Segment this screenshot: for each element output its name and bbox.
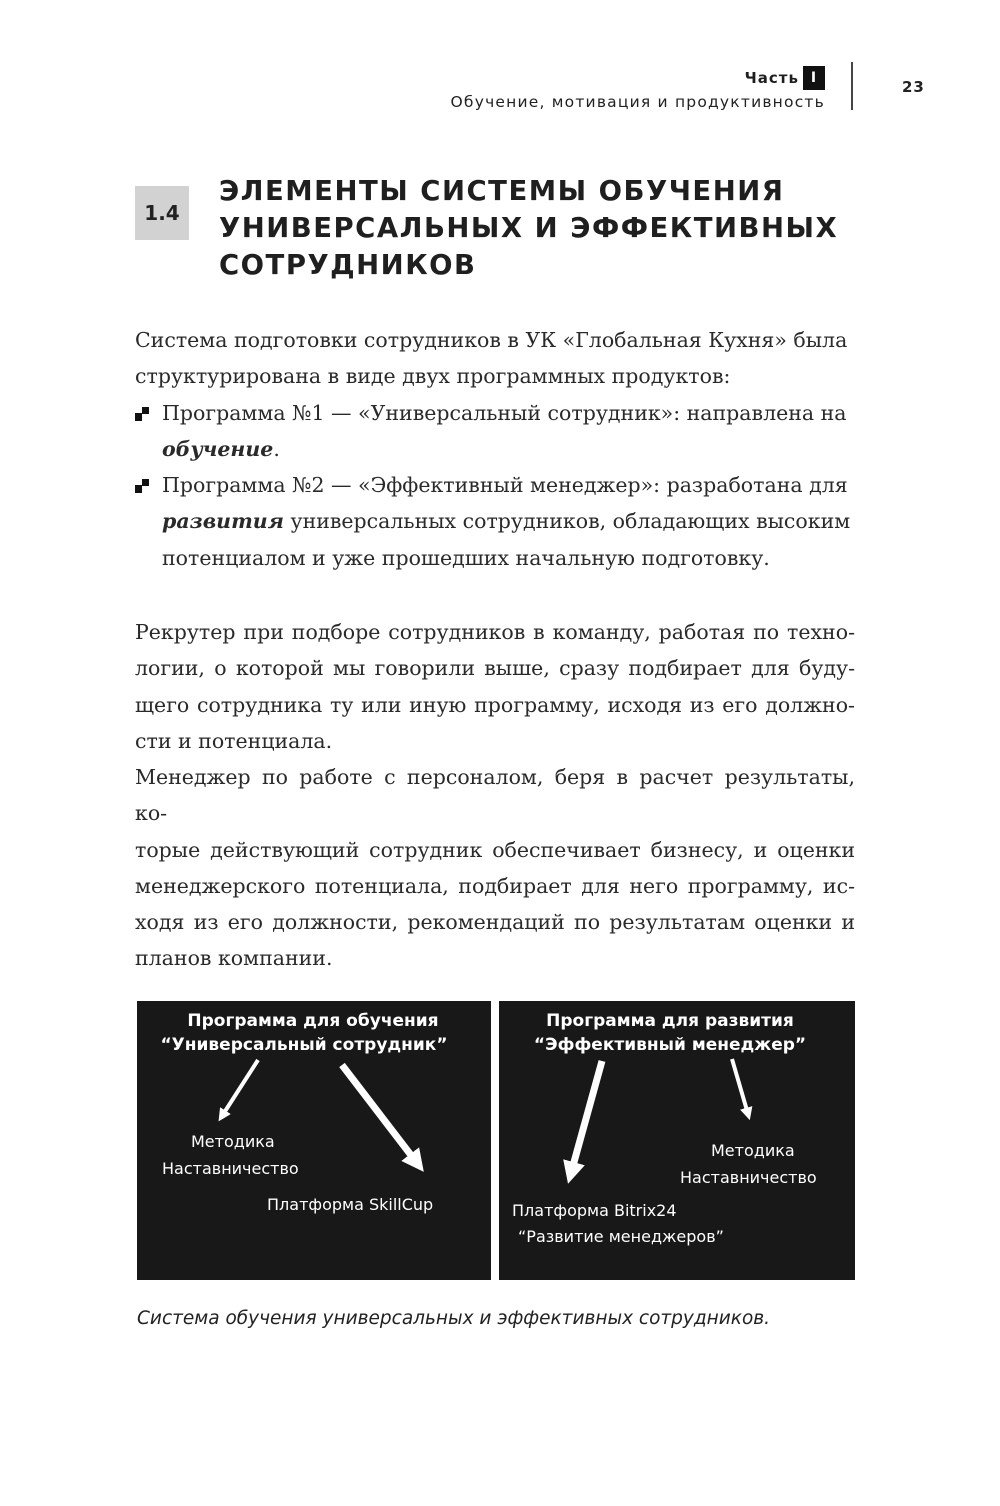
page-number: 23 [902,78,925,96]
bullet-item-1 [135,395,855,431]
square-bullet-icon [135,479,149,493]
paragraph-line: щего сотрудника ту или иную программу, исходя из его должно- [135,692,855,717]
bullet-text: Программа №1 — «Универсальный сотрудник»: направлена на [162,400,847,425]
bullet-continuation [135,503,855,539]
panel-item: Методика [711,1141,795,1160]
panel-title-line: “Эффективный менеджер” [533,1035,807,1055]
figure-panel-training [137,1001,491,1280]
paragraph-line: логии, о которой мы говорили выше, сразу подбирает для буду- [135,656,855,681]
bullet-item-2 [135,467,855,503]
arrow-icon [222,1060,258,1116]
panel-item: Наставничество [162,1159,299,1178]
section-title-line: УНИВЕРСАЛЬНЫХ И ЭФФЕКТИВНЫХ [219,212,839,244]
part-label [451,66,825,90]
bullet-text: . [273,436,280,461]
emphasis-text: обучение [162,436,274,461]
figure-panel-development [499,1001,855,1280]
figure-caption: Система обучения универсальных и эффективных сотрудников. [137,1308,771,1329]
part-number-badge: I [803,66,825,90]
arrow-icon [571,1061,602,1173]
paragraph-hr-manager [135,759,855,977]
paragraph-recruiter [135,614,855,759]
running-header [451,66,825,111]
paragraph-line: сти и потенциала. [135,728,333,753]
section-number-badge: 1.4 [135,186,189,240]
section-title-line: СОТРУДНИКОВ [219,249,477,281]
paragraph-line: Менеджер по работе с персоналом, беря в расчет результаты, ко- [135,765,855,826]
arrow-icon [732,1059,748,1114]
header-divider [851,62,853,110]
panel-title-line: “Универсальный сотрудник” [160,1035,448,1055]
panel-item: “Развитие менеджеров” [518,1227,724,1246]
intro-line: структурирована в виде двух программных продуктов: [135,364,731,389]
panel-title-line: Программа для обучения [187,1011,439,1031]
paragraph-line: торые действующий сотрудник обеспечивает бизнесу, и оценки [135,837,855,862]
intro-line: Система подготовки сотрудников в УК «Глобальная Кухня» была [135,328,848,352]
paragraph-line: планов компании. [135,946,333,971]
part-label-text: Часть [744,69,799,87]
intro-block [135,322,855,576]
emphasis-text: развития [162,509,284,534]
bullet-continuation [135,431,855,467]
bullet-continuation: потенциалом и уже прошедших начальную подготовку. [162,545,770,570]
paragraph-line: Рекрутер при подборе сотрудников в команду, работая по техно- [135,620,855,644]
section-title-line: ЭЛЕМЕНТЫ СИСТЕМЫ ОБУЧЕНИЯ [219,175,785,207]
panel-item: Наставничество [680,1168,817,1187]
panel-item: Платформа Bitrix24 [512,1201,677,1220]
paragraph-line: ходя из его должности, рекомендаций по результатам оценки и [135,910,855,935]
bullet-text: Программа №2 — «Эффективный менеджер»: разработана для [162,473,848,498]
section-title [219,173,859,284]
bullet-text: универсальных сотрудников, обладающих высоким [283,509,851,534]
panel-item: Методика [191,1132,275,1151]
arrow-icon [342,1065,417,1163]
panel-item: Платформа SkillCup [267,1195,434,1214]
panel-title-line: Программа для развития [546,1011,794,1031]
book-part-title: Обучение, мотивация и продуктивность [450,93,825,111]
paragraph-line: менеджерского потенциала, подбирает для него программу, ис- [135,873,855,898]
square-bullet-icon [135,407,149,421]
